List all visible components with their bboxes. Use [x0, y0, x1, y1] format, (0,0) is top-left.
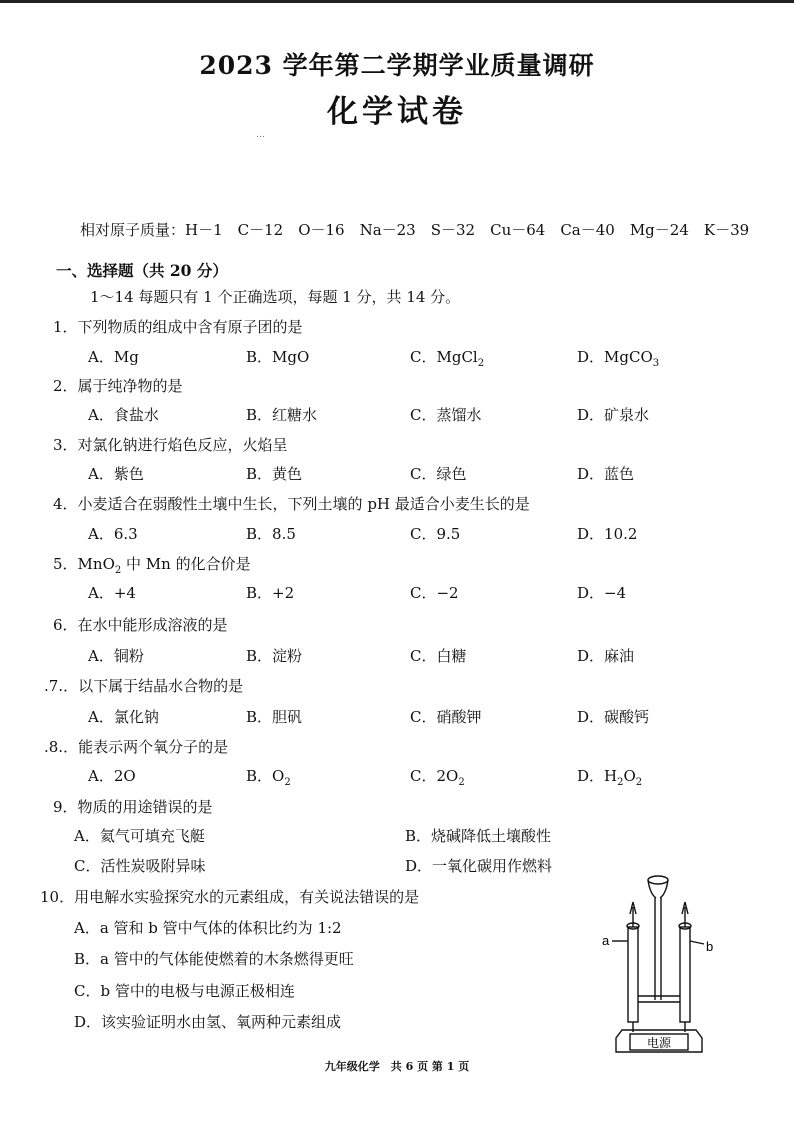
q3-option-d: D．蓝色: [577, 465, 635, 483]
q8-option-b: B．$O_2$: [246, 767, 291, 788]
q2-option-a: A．食盐水: [88, 406, 159, 424]
section-instruction: 1～14 每题只有 1 个正确选项，每题 1 分，共 14 分。: [90, 288, 461, 306]
question-6-stem: 6．在水中能形成溶液的是: [53, 616, 228, 634]
q7-option-c: C．硝酸钾: [410, 708, 482, 726]
question-10-stem: 10．用电解水实验探究水的元素组成，有关说法错误的是: [40, 888, 420, 906]
q6-option-c: C．白糖: [410, 647, 467, 665]
q2-option-b: B．红糖水: [246, 406, 318, 424]
q10-option-b: B．a 管中的气体能使燃着的木条燃得更旺: [74, 950, 354, 968]
q4-option-a: A．6.3: [88, 525, 138, 543]
question-9-stem: 9．物质的用途错误的是: [53, 798, 213, 816]
question-5-stem: 5．MnO$_2$ 中 Mn 的化合价是: [53, 555, 251, 576]
q10-option-a: A．a 管和 b 管中气体的体积比约为 1:2: [74, 919, 342, 937]
q10-option-d: D．该实验证明水由氢、氧两种元素组成: [74, 1013, 342, 1031]
q9-option-c: C．活性炭吸附异味: [74, 857, 206, 875]
question-3-stem: 3．对氯化钠进行焰色反应，火焰呈: [53, 436, 288, 454]
question-8-stem: .8.．能表示两个氧分子的是: [44, 738, 229, 756]
q10-option-c: C．b 管中的电极与电源正极相连: [74, 982, 295, 1000]
q1-option-a: A．Mg: [88, 348, 139, 366]
q4-option-c: C．9.5: [410, 525, 461, 543]
electrolysis-apparatus-figure: [600, 872, 720, 1057]
question-7-stem: .7.．以下属于结晶水合物的是: [44, 677, 244, 695]
q8-option-c: C．$2O_2$: [410, 767, 465, 788]
q8-option-a: A．2O: [88, 767, 136, 785]
page-footer: 九年级化学 共 6 页 第 1 页: [324, 1060, 470, 1073]
q2-option-c: C．蒸馏水: [410, 406, 482, 424]
exam-title: 2023 学年第二学期学业质量调研: [199, 51, 595, 80]
atomic-masses-line: 相对原子质量：H－1 C－12 O－16 Na－23 S－32 Cu－64 Ca－40 Mg－24 K－39: [80, 221, 750, 239]
q9-option-d: D．一氧化碳用作燃料: [405, 857, 553, 875]
q5-option-c: C．−2: [410, 584, 459, 602]
q1-option-b: B．MgO: [246, 348, 310, 366]
q6-option-a: A．铜粉: [88, 647, 144, 665]
q1-option-d: D．MgCO$_3$: [577, 348, 660, 369]
q3-option-b: B．黄色: [246, 465, 303, 483]
question-4-stem: 4．小麦适合在弱酸性土壤中生长，下列土壤的 pH 最适合小麦生长的是: [53, 495, 530, 513]
page-top-edge: [0, 0, 794, 3]
power-supply-label: 电源: [646, 1036, 672, 1050]
question-2-stem: 2．属于纯净物的是: [53, 377, 183, 395]
q6-option-d: D．麻油: [577, 647, 635, 665]
q3-option-a: A．紫色: [88, 465, 144, 483]
q1-option-c: C．MgCl$_2$: [410, 348, 485, 369]
section-heading: 一、选择题（共 20 分）: [56, 261, 228, 280]
q5-option-b: B．+2: [246, 584, 295, 602]
q3-option-c: C．绿色: [410, 465, 467, 483]
q4-option-d: D．10.2: [577, 525, 638, 543]
exam-subtitle: 化学试卷: [327, 94, 467, 130]
q2-option-d: D．矿泉水: [577, 406, 650, 424]
q8-option-d: D．$H_2O_2$: [577, 767, 643, 788]
q9-option-b: B．烧碱降低土壤酸性: [405, 827, 552, 845]
q7-option-d: D．碳酸钙: [577, 708, 650, 726]
question-1-stem: 1．下列物质的组成中含有原子团的是: [53, 318, 303, 336]
tube-b-label: b: [706, 939, 714, 954]
q7-option-b: B．胆矾: [246, 708, 303, 726]
q4-option-b: B．8.5: [246, 525, 296, 543]
q5-option-d: D．−4: [577, 584, 627, 602]
q7-option-a: A．氯化钠: [88, 708, 159, 726]
handwritten-scribble: …: [256, 130, 266, 140]
tube-a-label: a: [602, 933, 610, 948]
q9-option-a: A．氦气可填充飞艇: [74, 827, 205, 845]
q5-option-a: A．+4: [88, 584, 136, 602]
q6-option-b: B．淀粉: [246, 647, 303, 665]
